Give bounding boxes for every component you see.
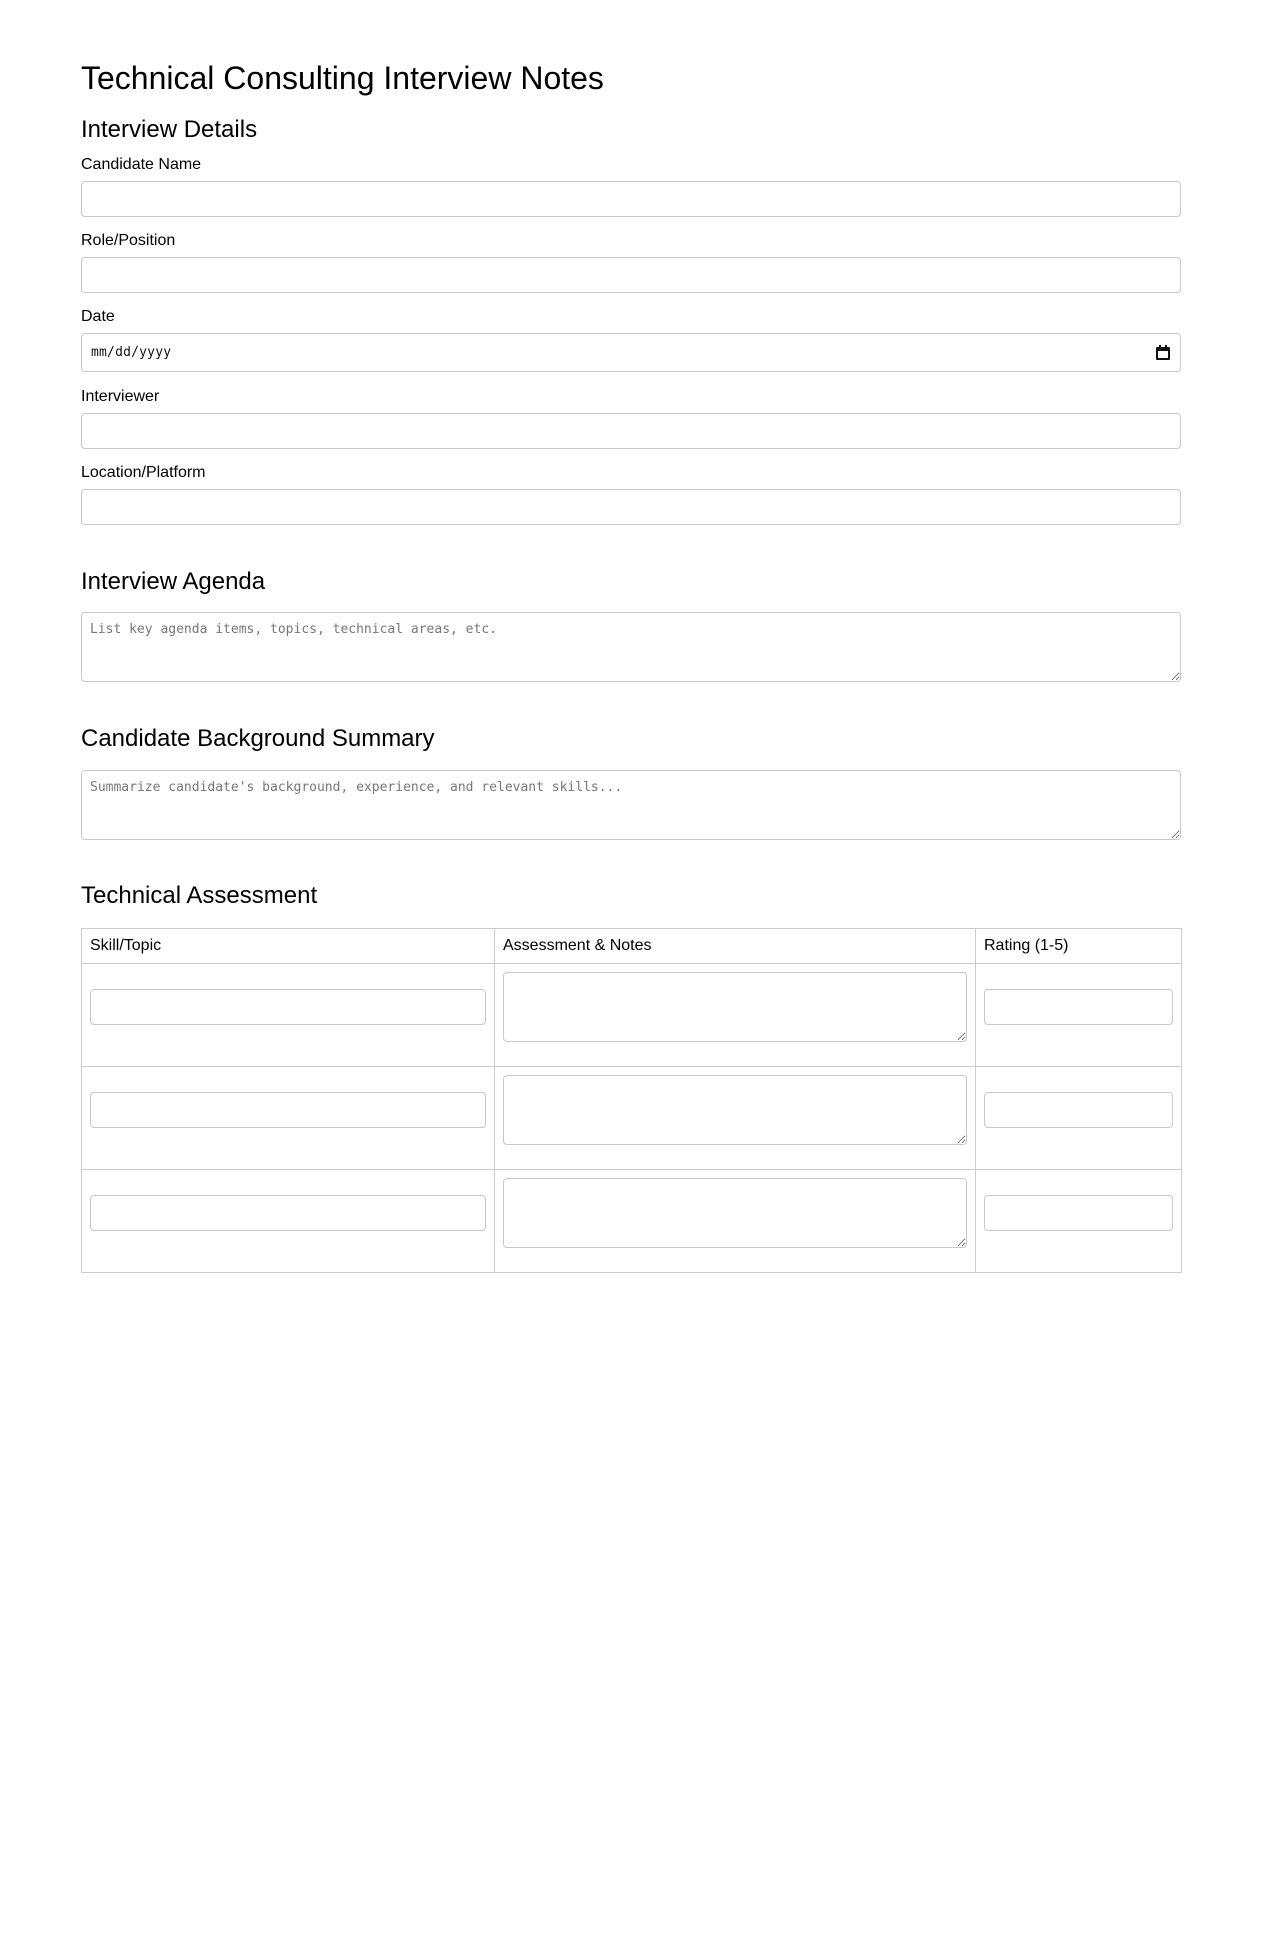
notes-cell	[495, 964, 976, 1067]
role-position-label: Role/Position	[81, 232, 176, 249]
date-placeholder: mm/dd/yyyy	[91, 345, 172, 360]
column-header-notes: Assessment & Notes	[495, 929, 976, 964]
interview-agenda-heading: Interview Agenda	[81, 568, 266, 595]
notes-textarea[interactable]	[503, 972, 967, 1042]
date-label: Date	[81, 308, 115, 325]
table-row	[82, 1067, 1182, 1170]
interviewer-label: Interviewer	[81, 388, 160, 405]
role-position-input[interactable]	[81, 257, 1181, 293]
skill-cell	[82, 1170, 495, 1273]
date-input[interactable]	[81, 333, 1181, 372]
notes-cell	[495, 1170, 976, 1273]
rating-cell	[976, 964, 1182, 1067]
background-textarea[interactable]	[81, 770, 1181, 840]
rating-cell	[976, 1067, 1182, 1170]
notes-cell	[495, 1067, 976, 1170]
candidate-background-heading: Candidate Background Summary	[81, 725, 435, 752]
skill-input[interactable]	[90, 989, 486, 1025]
skill-input[interactable]	[90, 1195, 486, 1231]
rating-cell	[976, 1170, 1182, 1273]
agenda-textarea[interactable]	[81, 612, 1181, 682]
table-header-row	[82, 929, 1182, 964]
notes-textarea[interactable]	[503, 1178, 967, 1248]
interview-details-heading: Interview Details	[81, 116, 258, 143]
skill-input[interactable]	[90, 1092, 486, 1128]
page-title: Technical Consulting Interview Notes	[81, 60, 604, 96]
table-row	[82, 1170, 1182, 1273]
table-row	[82, 964, 1182, 1067]
location-platform-label: Location/Platform	[81, 464, 206, 481]
candidate-name-label: Candidate Name	[81, 156, 202, 173]
interviewer-input[interactable]	[81, 413, 1181, 449]
calendar-icon[interactable]	[1156, 345, 1170, 360]
technical-assessment-heading: Technical Assessment	[81, 882, 318, 909]
notes-textarea[interactable]	[503, 1075, 967, 1145]
skill-cell	[82, 964, 495, 1067]
location-platform-input[interactable]	[81, 489, 1181, 525]
candidate-name-input[interactable]	[81, 181, 1181, 217]
rating-input[interactable]	[984, 1092, 1173, 1128]
technical-assessment-table	[81, 928, 1182, 1273]
rating-input[interactable]	[984, 989, 1173, 1025]
column-header-rating: Rating (1-5)	[976, 929, 1182, 964]
rating-input[interactable]	[984, 1195, 1173, 1231]
skill-cell	[82, 1067, 495, 1170]
column-header-skill: Skill/Topic	[82, 929, 495, 964]
